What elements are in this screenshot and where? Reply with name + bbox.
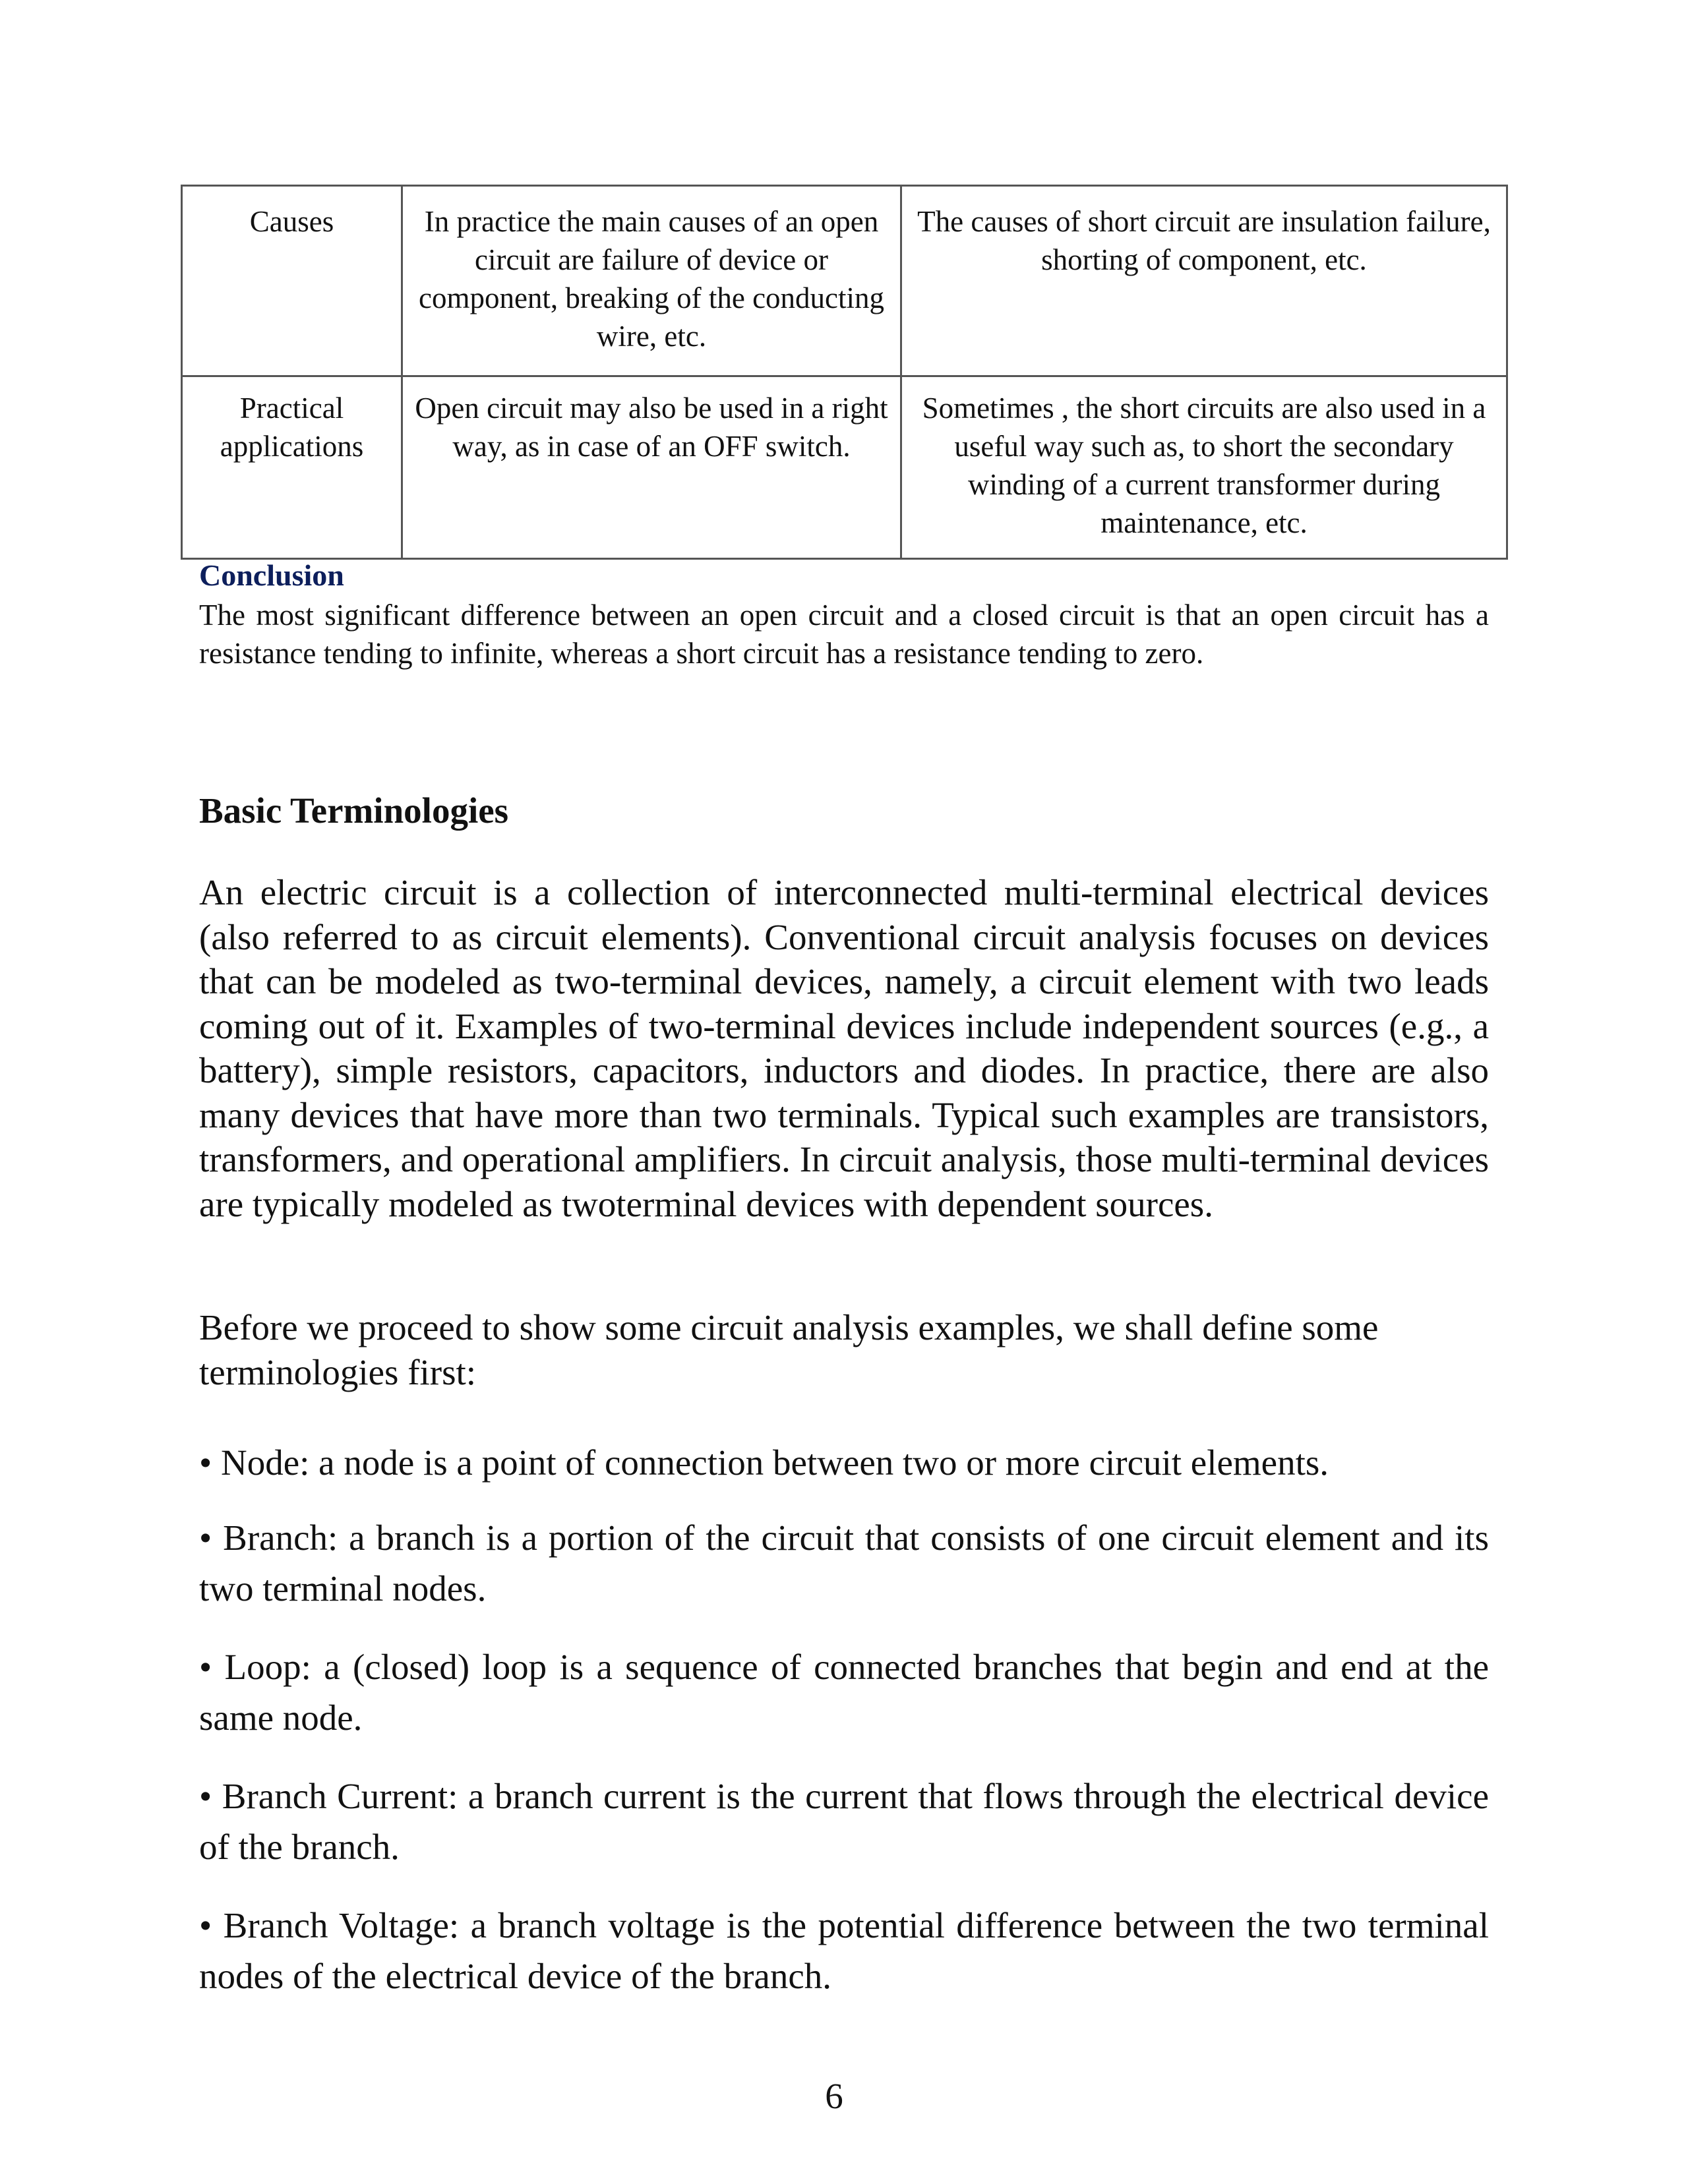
comparison-table <box>181 185 1508 560</box>
conclusion-paragraph: The most significant difference between an open circuit and a closed circuit is that an open circuit has a resistance tending to infinite, whereas a short circuit has a resistance tending to zero. <box>199 599 1489 670</box>
definition-branch-current: • Branch Current: a branch current is the current that flows through the electrical device of the branch. <box>199 1776 1489 1867</box>
conclusion-heading: Conclusion <box>199 558 344 592</box>
row-label-causes: Causes <box>182 186 402 376</box>
table-row <box>182 186 1507 376</box>
definition-branch: • Branch: a branch is a portion of the circuit that consists of one circuit element and its two terminal nodes. <box>199 1518 1489 1608</box>
short-circuit-causes-cell: The causes of short circuit are insulation failure, shorting of component, etc. <box>901 186 1507 376</box>
definition-node: • Node: a node is a point of connection between two or more circuit elements. <box>199 1442 1329 1483</box>
page-number: 6 <box>825 2076 843 2116</box>
intro-paragraph: An electric circuit is a collection of interconnected multi-terminal electrical devices (also referred to as circuit elements). Conventional circuit analysis focuses on devices that can be modeled as two-terminal devices, namely, a circuit element with two leads coming out of it. Examples of two-terminal devices include independent sources (e.g., a battery), simple resistors, capacitors, inductors and diodes. In practice, there are also many devices that have more than two terminals. Typical such examples are transistors, transformers, and operational amplifiers. In circuit analysis, those multi-terminal devices are typically modeled as twoterminal devices with dependent sources. <box>199 872 1489 1224</box>
lead-in-paragraph: Before we proceed to show some circuit analysis examples, we shall define some terminologies first: <box>199 1307 1379 1392</box>
table-row <box>182 376 1507 559</box>
open-circuit-applications-cell: Open circuit may also be used in a right way, as in case of an OFF switch. <box>402 376 901 559</box>
definition-branch-voltage: • Branch Voltage: a branch voltage is the potential difference between the two terminal nodes of the electrical device of the branch. <box>199 1905 1489 1996</box>
definition-loop: • Loop: a (closed) loop is a sequence of connected branches that begin and end at the same node. <box>199 1647 1489 1738</box>
section-heading-basic-terminologies: Basic Terminologies <box>199 790 509 831</box>
open-circuit-causes-cell: In practice the main causes of an open circuit are failure of device or component, breaking of the conducting wire, etc. <box>402 186 901 376</box>
row-label-practical-applications: Practical applications <box>182 376 402 559</box>
short-circuit-applications-cell: Sometimes , the short circuits are also used in a useful way such as, to short the secondary winding of a current transformer during maintenance, etc. <box>901 376 1507 559</box>
